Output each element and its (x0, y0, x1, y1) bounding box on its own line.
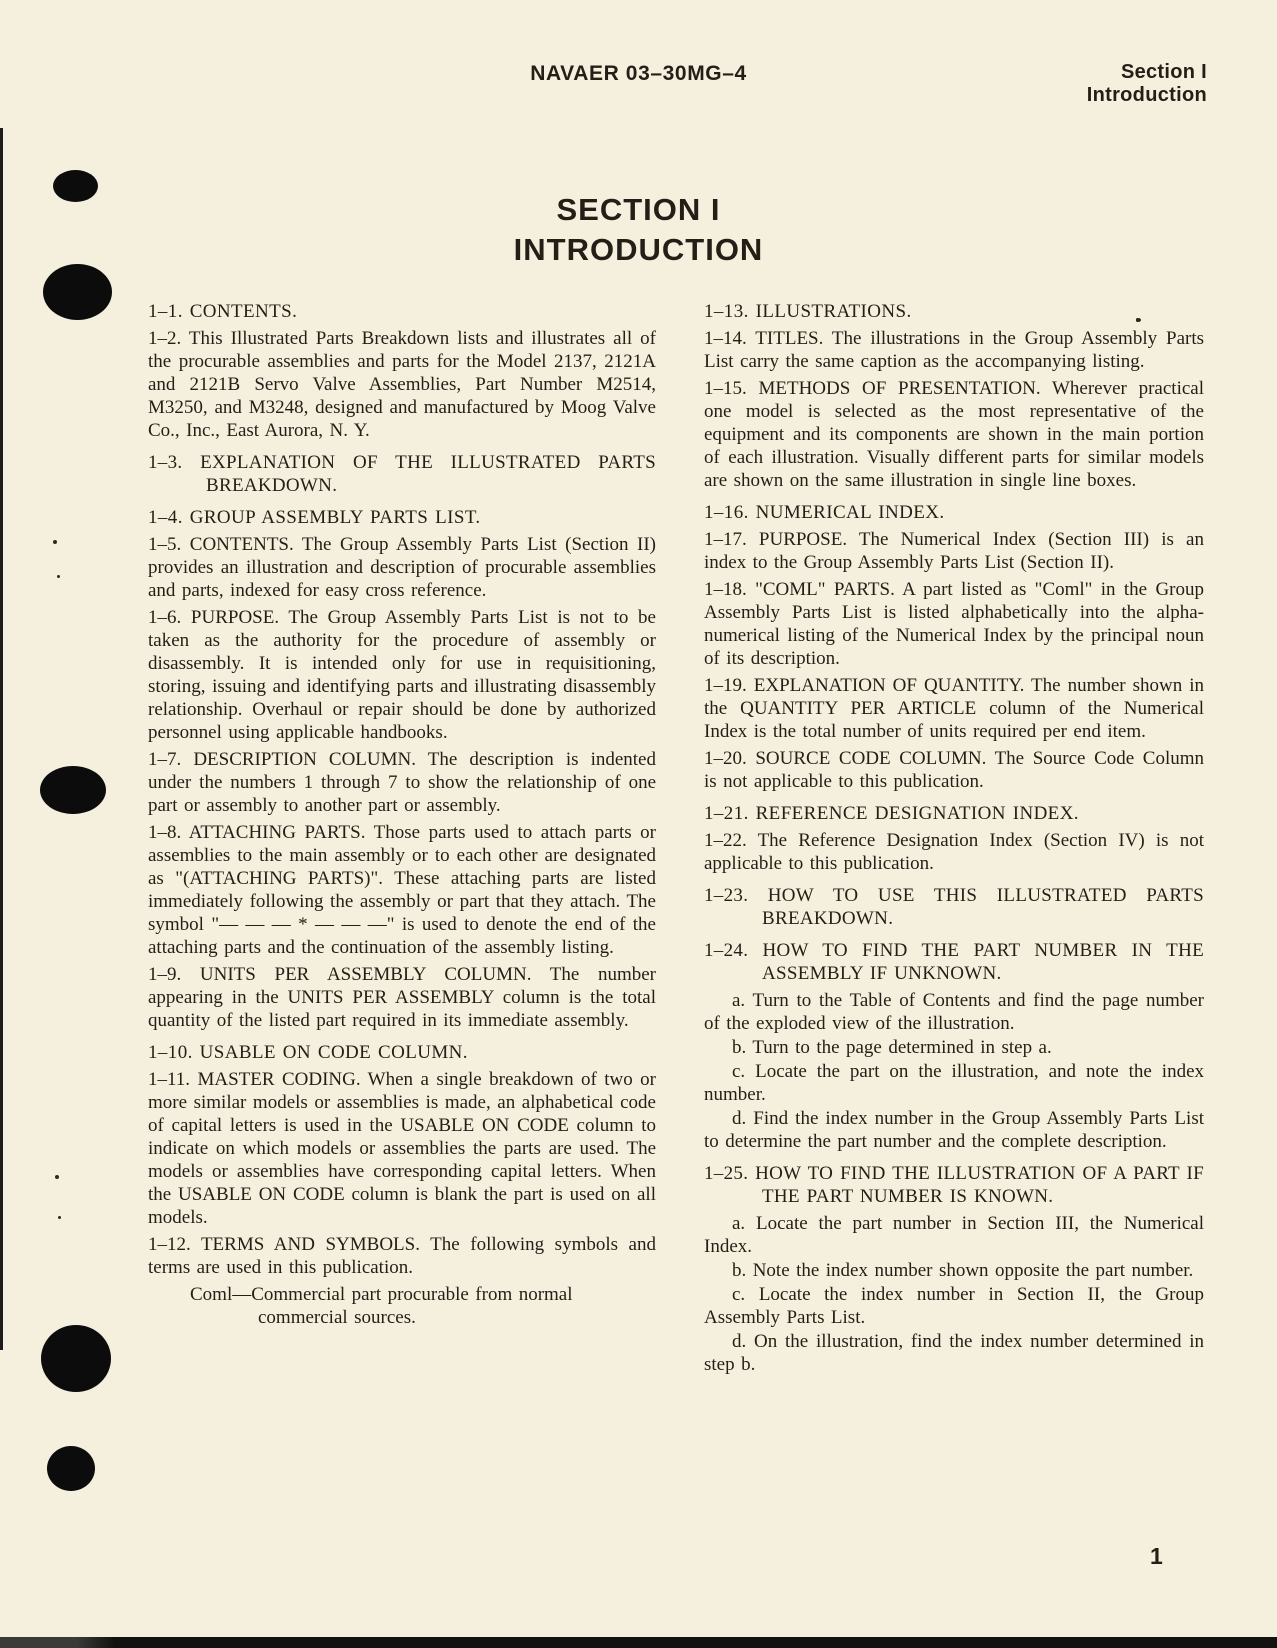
step-1-25-c: c. Locate the index number in Section II, the Group Assembly Parts List. (704, 1284, 1204, 1328)
para-coml-definition: Coml—Commercial part procurable from normal commercial sources. (190, 1284, 573, 1328)
para-1-11: 1–11. MASTER CODING. When a single breakdown of two or more similar models or assemblies is made, an alphabetical code of capital letters is used in the USABLE ON CODE column to indicate on which models or assemblies the parts are used. The models or assemblies have corresponding capital letters. When the USABLE ON CODE column is blank the part is used on all models. (148, 1069, 656, 1228)
left-column (148, 300, 656, 1333)
binder-hole-mark (40, 766, 106, 814)
para-1-4: 1–4. GROUP ASSEMBLY PARTS LIST. (148, 507, 481, 528)
binder-hole-mark (47, 1446, 95, 1491)
para-1-13: 1–13. ILLUSTRATIONS. (704, 301, 912, 322)
paper-speck (53, 540, 57, 544)
para-1-24: 1–24. HOW TO FIND THE PART NUMBER IN THE ASSEMBLY IF UNKNOWN. (704, 940, 1204, 984)
para-1-10: 1–10. USABLE ON CODE COLUMN. (148, 1042, 468, 1063)
step-1-25-a: a. Locate the part number in Section III, the Numerical Index. (704, 1213, 1204, 1257)
header-section-ref (1087, 61, 1207, 107)
binder-hole-mark (41, 1325, 111, 1392)
right-column (704, 300, 1204, 1377)
para-1-16: 1–16. NUMERICAL INDEX. (704, 502, 945, 523)
para-1-22: 1–22. The Reference Designation Index (Section IV) is not applicable to this publication. (704, 830, 1204, 874)
paper-speck (55, 1175, 59, 1179)
binder-hole-mark (43, 264, 112, 320)
header-section-label: Section I (1120, 61, 1207, 83)
para-1-25: 1–25. HOW TO FIND THE ILLUSTRATION OF A PART IF THE PART NUMBER IS KNOWN. (704, 1163, 1204, 1207)
paper-speck (57, 575, 60, 578)
para-1-12: 1–12. TERMS AND SYMBOLS. The following symbols and terms are used in this publication. (148, 1234, 656, 1278)
paper-speck (58, 1216, 61, 1219)
para-1-9: 1–9. UNITS PER ASSEMBLY COLUMN. The number appearing in the UNITS PER ASSEMBLY column is the total quantity of the listed part required in its immediate assembly. (148, 964, 656, 1031)
section-title: SECTION I (556, 192, 721, 227)
section-subtitle: INTRODUCTION (513, 232, 764, 267)
para-1-23: 1–23. HOW TO USE THIS ILLUSTRATED PARTS BREAKDOWN. (704, 885, 1204, 929)
para-1-17: 1–17. PURPOSE. The Numerical Index (Section III) is an index to the Group Assembly Parts List (Section II). (704, 529, 1204, 573)
step-1-25-d: d. On the illustration, find the index number determined in step b. (704, 1331, 1204, 1375)
scan-edge-line (0, 128, 3, 1350)
document-number: NAVAER 03–30MG–4 (530, 62, 747, 85)
step-1-24-a: a. Turn to the Table of Contents and find the page number of the exploded view of the illustration. (704, 990, 1204, 1034)
header-section-sublabel: Introduction (1086, 84, 1207, 106)
para-1-15: 1–15. METHODS OF PRESENTATION. Wherever practical one model is selected as the most representative of the equipment and its components are shown in the main portion of each illustration. Visually different parts for similar models are shown on the same illustration in single line boxes. (704, 378, 1204, 491)
scan-bottom-bar (0, 1637, 1277, 1648)
step-1-25-b: b. Note the index number shown opposite the part number. (732, 1260, 1194, 1281)
para-1-19: 1–19. EXPLANATION OF QUANTITY. The number shown in the QUANTITY PER ARTICLE column of the Numerical Index is the total number of units required per end item. (704, 675, 1204, 742)
step-1-24-b: b. Turn to the page determined in step a. (732, 1037, 1052, 1058)
page-number: 1 (1150, 1543, 1163, 1569)
para-1-8: 1–8. ATTACHING PARTS. Those parts used to attach parts or assemblies to the main assembly or to each other are designated as "(ATTACHING PARTS)". These attaching parts are listed immediately following the assembly or part that they attach. The symbol "— — — * — — —" is used to denote the end of the attaching parts and the continuation of the assembly listing. (148, 822, 656, 958)
para-1-6: 1–6. PURPOSE. The Group Assembly Parts List is not to be taken as the authority for the procedure of assembly or disassembly. It is intended only for use in requisitioning, storing, issuing and identifying parts and illustrating disassembly relationship. Overhaul or repair should be done by authorized personnel using applicable handbooks. (148, 607, 656, 743)
para-1-18: 1–18. "COML" PARTS. A part listed as "Coml" in the Group Assembly Parts List is listed alphabetically into the alpha-numerical listing of the Numerical Index by the principal noun of its description. (704, 579, 1204, 669)
para-1-20: 1–20. SOURCE CODE COLUMN. The Source Code Column is not applicable to this publication. (704, 748, 1204, 792)
para-1-21: 1–21. REFERENCE DESIGNATION INDEX. (704, 803, 1079, 824)
step-1-24-c: c. Locate the part on the illustration, and note the index number. (704, 1061, 1204, 1105)
para-1-1: 1–1. CONTENTS. (148, 301, 298, 322)
para-1-3: 1–3. EXPLANATION OF THE ILLUSTRATED PARTS BREAKDOWN. (148, 452, 656, 496)
para-1-5: 1–5. CONTENTS. The Group Assembly Parts List (Section II) provides an illustration and description of procurable assemblies and parts, indexed for easy cross reference. (148, 534, 656, 601)
step-1-24-d: d. Find the index number in the Group Assembly Parts List to determine the part number and the complete description. (704, 1108, 1204, 1152)
para-1-7: 1–7. DESCRIPTION COLUMN. The description is indented under the numbers 1 through 7 to show the relationship of one part or assembly to another part or assembly. (148, 749, 656, 816)
para-1-2: 1–2. This Illustrated Parts Breakdown lists and illustrates all of the procurable assemblies and parts for the Model 2137, 2121A and 2121B Servo Valve Assemblies, Part Number M2514, M3250, and M3248, designed and manufactured by Moog Valve Co., Inc., East Aurora, N. Y. (148, 328, 656, 441)
para-1-14: 1–14. TITLES. The illustrations in the Group Assembly Parts List carry the same caption as the accompanying listing. (704, 328, 1204, 372)
